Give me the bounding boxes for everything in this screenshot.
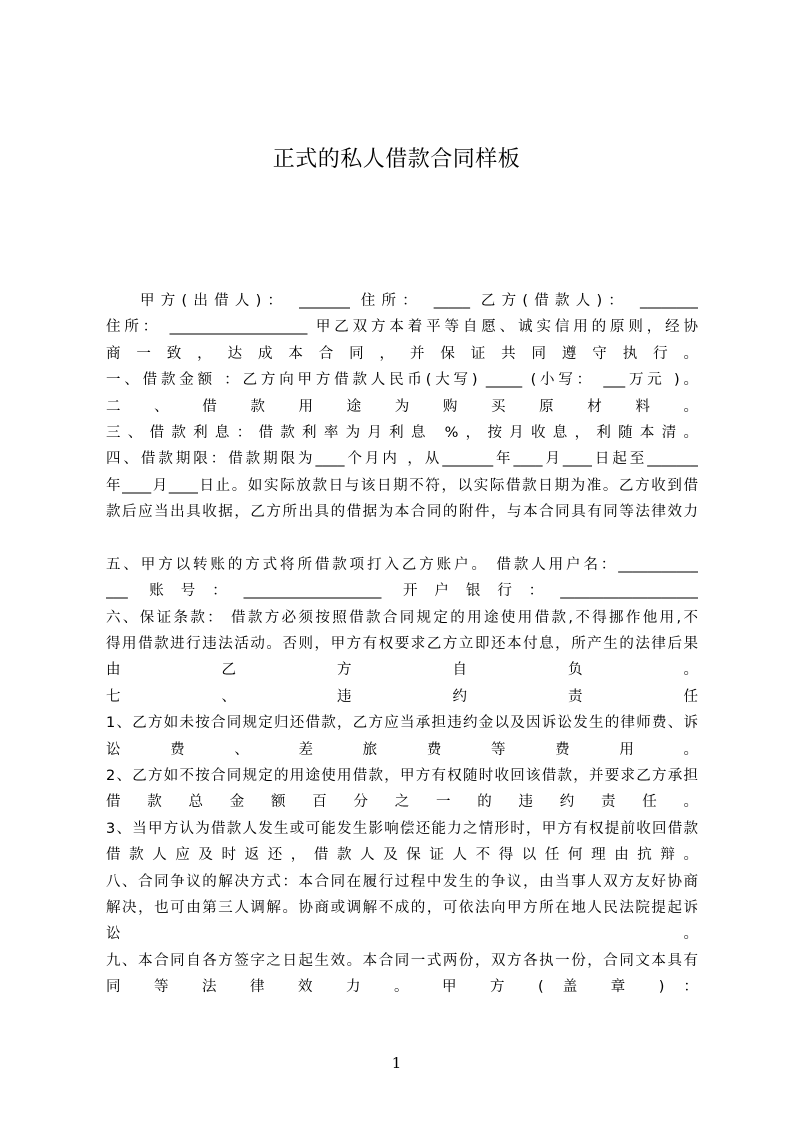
- contract-body: [106, 288, 698, 1001]
- address-line: 住所： ___________________ 甲乙双方本着平等自愿、诚实信用的原则，经协: [106, 319, 698, 336]
- agreement-line: 商 一 致 ， 达 成 本 合 同 ， 并 保 证 共 同 遵 守 执 行 。: [106, 345, 698, 362]
- clause-5-account: ___ 账号：___________________ 开户银行：___________________: [106, 583, 698, 600]
- clause-5-transfer: 五、甲方以转账的方式将所借款项打入乙方账户。 借款人用户名：___________: [106, 556, 698, 573]
- clause-7-item-3: 3、当甲方认为借款人发生或可能发生影响偿还能力之情形时，甲方有权提前收回借款: [106, 820, 698, 837]
- clause-8-dispute-cont: 解决，也可由第三人调解。协商或调解不成的，可依法向甲方所在地人民法院提起诉: [106, 899, 698, 916]
- clause-7-item-2-cont: 借 款 总 金 额 百 分 之 一 的 违 约 责 任 。: [106, 794, 698, 811]
- clause-3-interest: 三、借款利息：借款利率为月利息 %，按月收息，利随本清。: [106, 424, 698, 441]
- clause-9-signature: 同 等 法 律 效 力 。 甲 方 ( 盖 章 ) ：: [106, 979, 698, 996]
- clause-7-item-1: 1、乙方如未按合同规定归还借款，乙方应当承担违约金以及因诉讼发生的律师费、诉: [106, 715, 698, 732]
- page-number: 1: [391, 1054, 402, 1072]
- clause-7-item-2: 2、乙方如不按合同规定的用途使用借款，甲方有权随时收回该借款，并要求乙方承担: [106, 768, 698, 785]
- clause-4-receipt: 款后应当出具收据，乙方所出具的借据为本合同的附件，与本合同具有同等法律效力: [106, 504, 698, 521]
- clause-4-term: 四、借款期限：借款期限为____个月内 ，从_______年____月____日起至_______: [106, 451, 698, 468]
- clause-9-effect: 九、本合同自各方签字之日起生效。本合同一式两份，双方各执一份，合同文本具有: [106, 952, 698, 969]
- clause-7-item-3-cont: 借 款 人 应 及 时 返 还 ， 借 款 人 及 保 证 人 不 得 以 任 何 理 由 抗 辩 。: [106, 847, 698, 864]
- clause-8-end: 讼 。: [106, 926, 698, 943]
- clause-7-item-1-cont: 讼 费 、 差 旅 费 等 费 用 。: [106, 741, 698, 758]
- paragraph-gap: [106, 526, 698, 552]
- clause-4-term-cont: 年____月____日止。如实际放款日与该日期不符，以实际借款日期为准。乙方收到借: [106, 477, 698, 494]
- clause-1-amount: 一、借款金额 ：乙方向甲方借款人民币(大写) _____ (小写： ___万元 )。: [106, 372, 698, 389]
- clause-6-guarantee-cont: 得用借款进行违法活动。否则，甲方有权要求乙方立即还本付息，所产生的法律后果: [106, 636, 698, 653]
- clause-6-guarantee: 六、保证条款： 借款方必须按照借款合同规定的用途使用借款,不得挪作他用,不: [106, 609, 698, 626]
- clause-8-dispute: 八、合同争议的解决方式：本合同在履行过程中发生的争议，由当事人双方友好协商: [106, 873, 698, 890]
- document-title: 正式的私人借款合同样板: [272, 147, 521, 172]
- clause-6-end: 由 乙 方 自 负 。: [106, 662, 698, 679]
- party-a-line: 甲方(出借人)： _______ 住所： _____ 乙方(借款人)： ________: [140, 293, 698, 309]
- clause-2-purpose: 二 、 借 款 用 途 为 购 买 原 材 料 。: [106, 398, 698, 415]
- clause-7-heading: 七 、 违 约 责 任: [106, 688, 698, 705]
